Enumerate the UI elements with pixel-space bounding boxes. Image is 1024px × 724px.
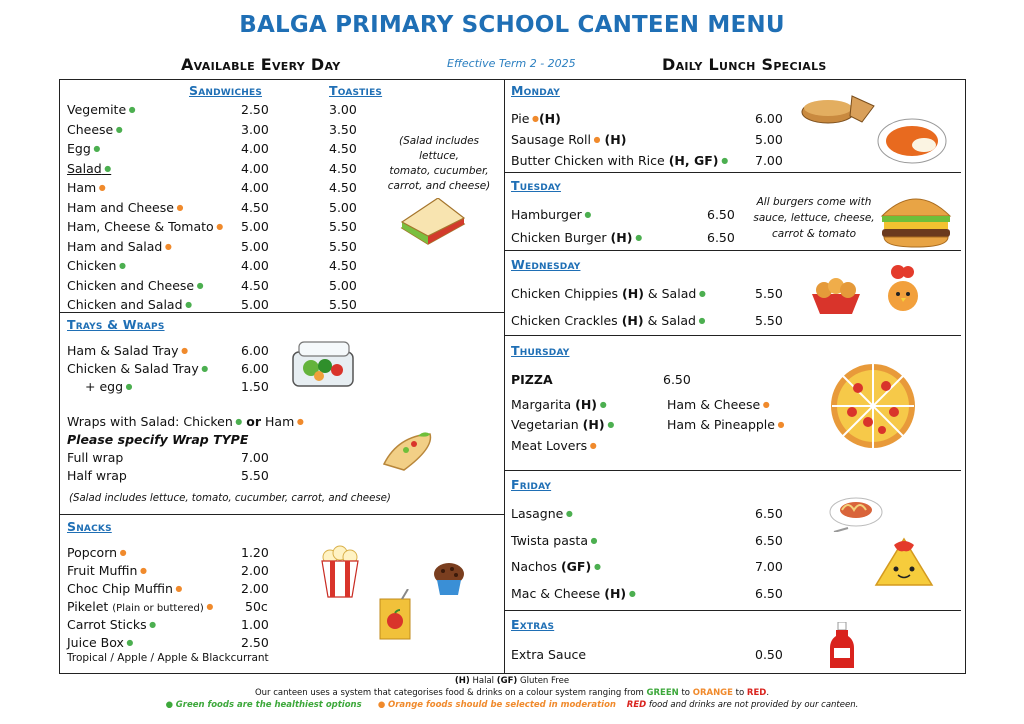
- list-item: Pie ● (H): [511, 111, 561, 127]
- price: 4.00: [241, 180, 269, 195]
- list-item: Carrot Sticks ●: [67, 617, 156, 633]
- list-item: Ham & Cheese ●: [667, 397, 770, 413]
- popcorn-icon: [318, 545, 362, 599]
- wrap-type-note: Please specify Wrap TYPE: [67, 432, 249, 447]
- list-item: Chicken & Salad Tray ●: [67, 361, 208, 377]
- price: 4.00: [241, 258, 269, 273]
- butter-chicken-icon: [876, 115, 948, 165]
- pizza-label: PIZZA: [511, 372, 553, 387]
- divider-tuesday: [505, 172, 961, 173]
- list-item: Chicken and Cheese ●: [67, 278, 223, 294]
- price: 5.50: [755, 286, 783, 301]
- list-item: Popcorn ●: [67, 545, 127, 561]
- price: 7.00: [755, 153, 783, 168]
- daily-lunch-specials-heading: Daily Lunch Specials: [662, 55, 827, 74]
- price: 2.50: [241, 635, 269, 650]
- list-item: Salad ●: [67, 161, 223, 177]
- divider-wednesday: [505, 250, 961, 251]
- list-item: Cheese ●: [67, 122, 223, 138]
- center-divider: [504, 79, 505, 674]
- list-item: Chicken ●: [67, 258, 223, 274]
- list-item: Ham & Pineapple ●: [667, 417, 785, 433]
- list-item: Full wrap: [67, 450, 124, 465]
- sandwich-icon: [398, 198, 468, 248]
- price: 1.50: [241, 379, 269, 394]
- price: 5.00: [241, 238, 269, 254]
- wrap-icon: [378, 428, 438, 476]
- price: 4.50: [241, 277, 269, 293]
- list-item: Chicken and Salad ●: [67, 297, 223, 313]
- list-item: Extra Sauce: [511, 647, 587, 662]
- list-item: Butter Chicken with Rice (H, GF) ●: [511, 153, 728, 169]
- price: 4.50: [329, 141, 357, 156]
- price: 0.50: [755, 647, 783, 662]
- burger-icon: [876, 188, 956, 250]
- price: 5.50: [755, 313, 783, 328]
- price: 5.50: [329, 297, 357, 312]
- pizza-icon: [828, 360, 918, 452]
- nachos-mascot-icon: [872, 535, 936, 591]
- juice-flavours: Tropical / Apple / Apple & Blackcurrant: [67, 652, 269, 664]
- price: 6.50: [707, 207, 735, 222]
- list-item: Ham, Cheese & Tomato ●: [67, 219, 223, 235]
- list-item: Ham and Salad ●: [67, 239, 223, 255]
- footer-legend: (H) Halal (GF) Gluten Free: [454, 676, 570, 686]
- tuesday-heading: Tuesday: [511, 178, 561, 193]
- price: 5.00: [329, 277, 357, 293]
- price: 4.50: [241, 199, 269, 215]
- list-item: Fruit Muffin ●: [67, 563, 147, 579]
- price: 5.00: [329, 199, 357, 215]
- price: 3.00: [329, 102, 357, 117]
- available-every-day-heading: Available Every Day: [181, 55, 341, 74]
- price: 5.00: [241, 219, 269, 234]
- divider-snacks: [59, 514, 504, 515]
- wrap-salad-note: (Salad includes lettuce, tomato, cucumber, carrot, and cheese): [69, 493, 391, 504]
- footer-colour-system: Our canteen uses a system that categorises food & drinks on a colour system ranging from GREEN to ORANGE to RED.: [254, 688, 770, 698]
- list-item: Half wrap: [67, 468, 127, 483]
- price: 3.00: [241, 121, 269, 137]
- chicken-chippies-icon: [808, 276, 864, 316]
- price: 6.00: [241, 361, 269, 376]
- toastie-prices: [329, 102, 357, 313]
- price: 7.00: [755, 559, 783, 574]
- price: 5.00: [755, 132, 783, 147]
- price: 5.00: [241, 297, 269, 312]
- sandwich-list: [67, 102, 223, 313]
- trays-wraps-heading: Trays & Wraps: [67, 317, 165, 332]
- list-item: Hamburger ●: [511, 207, 591, 223]
- price: 4.50: [329, 160, 357, 176]
- price: 6.50: [707, 230, 735, 245]
- price: 2.00: [241, 563, 269, 578]
- snacks-heading: Snacks: [67, 519, 112, 534]
- price: 6.50: [755, 586, 783, 601]
- sandwich-prices: [241, 102, 269, 313]
- sandwiches-heading: Sandwiches: [189, 83, 263, 98]
- price: 6.00: [755, 111, 783, 126]
- list-item: Ham & Salad Tray ●: [67, 343, 188, 359]
- effective-term-label: Effective Term 2 - 2025: [447, 57, 576, 70]
- muffin-icon: [432, 560, 466, 596]
- list-item: Vegemite ●: [67, 102, 223, 118]
- list-item: Choc Chip Muffin ●: [67, 581, 182, 597]
- list-item: Ham ●: [67, 180, 223, 196]
- list-item: Chicken Chippies (H) & Salad ●: [511, 286, 706, 302]
- monday-heading: Monday: [511, 83, 560, 98]
- friday-heading: Friday: [511, 477, 552, 492]
- page-title: BALGA PRIMARY SCHOOL CANTEEN MENU: [239, 12, 785, 38]
- price: 3.50: [329, 121, 357, 137]
- toasties-heading: Toasties: [329, 83, 383, 98]
- price: 1.00: [241, 617, 269, 632]
- list-item: Nachos (GF) ●: [511, 559, 601, 575]
- divider-extras: [505, 610, 961, 611]
- extras-heading: Extras: [511, 617, 555, 632]
- juice-box-icon: [376, 589, 414, 641]
- chicken-mascot-icon: [880, 264, 926, 314]
- list-item: Chicken Burger (H) ●: [511, 230, 642, 246]
- burger-note: All burgers come with sauce, lettuce, cheese, carrot & tomato: [753, 196, 875, 240]
- list-item: Egg ●: [67, 141, 223, 157]
- list-item: + egg ●: [85, 379, 133, 395]
- divider-thursday: [505, 335, 961, 336]
- list-item: Lasagne ●: [511, 506, 573, 522]
- thursday-heading: Thursday: [511, 343, 570, 358]
- divider-friday: [505, 470, 961, 471]
- salad-tray-icon: [289, 338, 357, 390]
- list-item: Juice Box ●: [67, 635, 133, 651]
- price: 4.50: [329, 180, 357, 195]
- list-item: Mac & Cheese (H) ●: [511, 586, 636, 602]
- price: 1.20: [241, 545, 269, 560]
- list-item: Margarita (H) ●: [511, 397, 607, 413]
- price: 4.00: [241, 141, 269, 156]
- price: 4.00: [241, 160, 269, 176]
- wednesday-heading: Wednesday: [511, 257, 581, 272]
- list-item: Meat Lovers ●: [511, 438, 597, 454]
- list-item: Ham and Cheese ●: [67, 200, 223, 216]
- list-item: Twista pasta ●: [511, 533, 598, 549]
- salad-note: (Salad includes lettuce, tomato, cucumber, carrot, and cheese): [387, 135, 491, 192]
- footer-colour-key: ● Green foods are the healthiest options ● Orange foods should be selected in moderation RED food and drinks are not provided by our canteen.: [165, 700, 859, 710]
- price: 50c: [245, 599, 268, 614]
- price: 4.50: [329, 258, 357, 273]
- price: 6.50: [755, 506, 783, 521]
- price: 6.50: [663, 372, 691, 387]
- list-item: Pikelet (Plain or buttered) ●: [67, 599, 213, 617]
- price: 2.50: [241, 102, 269, 117]
- price: 5.50: [329, 238, 357, 254]
- list-item: Vegetarian (H) ●: [511, 417, 614, 433]
- wraps-line: Wraps with Salad: Chicken ● or Ham ●: [67, 414, 304, 430]
- pie-icon: [800, 92, 876, 126]
- list-item: Chicken Crackles (H) & Salad ●: [511, 313, 705, 329]
- price: 5.50: [241, 468, 269, 483]
- price: 7.00: [241, 450, 269, 465]
- price: 6.50: [755, 533, 783, 548]
- list-item: Sausage Roll ● (H): [511, 132, 626, 148]
- sauce-bottle-icon: [829, 622, 855, 670]
- price: 6.00: [241, 343, 269, 358]
- price: 2.00: [241, 581, 269, 596]
- pasta-icon: [828, 488, 884, 532]
- price: 5.50: [329, 219, 357, 234]
